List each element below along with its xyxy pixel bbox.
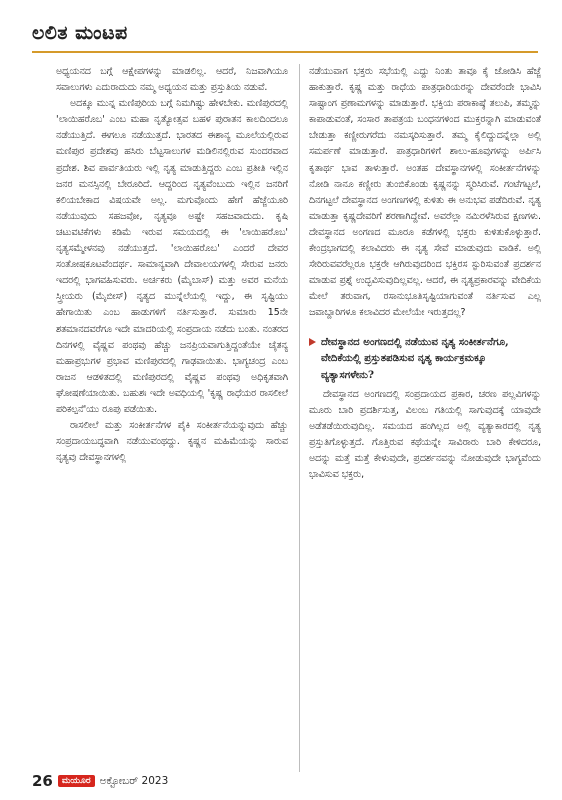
- right-column: [309, 64, 541, 764]
- question-text: ದೇವಸ್ಥಾನದ ಅಂಗಣದಲ್ಲಿ ನಡೆಯುವ ನೃತ್ಯ ಸಂಕೀರ್ತನೆಗೂ, ವೇದಿಕೆಯಲ್ಲಿ ಪ್ರಸ್ತುತಪಡಿಸುವ ನೃತ್ಯ ಕಾರ್ಯಕ್ರಮಕ್ಕೂ ವ್ಯತ್ಯಾಸಗಳೇನು?: [321, 335, 509, 381]
- section-title: ಲಲಿತ ಮಂಟಪ: [32, 22, 128, 44]
- triangle-bullet-icon: [309, 338, 316, 346]
- left-paragraph-1: ಅಧ್ಯಯನದ ಬಗ್ಗೆ ಆಕ್ಷೇಪಗಳನ್ನು ಮಾಡಲಿಲ್ಲ. ಆದರೆ, ನಿಜವಾಗಿಯೂ ಸವಾಲುಗಳು ಎದುರಾದುದು ನಮ್ಮ ಅಧ್ಯಯನ ಮತ್ತು ಪ್ರಸ್ತುತಿಯ ನಡುವೆ.: [56, 66, 288, 94]
- column-divider: [299, 64, 300, 772]
- magazine-logo: ಮಯೂರ: [58, 775, 95, 787]
- issue-date: ಅಕ್ಟೋಬರ್ 2023: [99, 774, 169, 787]
- question-heading: [309, 334, 541, 384]
- right-paragraph-1: ನಡೆಯುವಾಗ ಭಕ್ತರು ಸಭೆಯಲ್ಲಿ ಎದ್ದು ನಿಂತು ತಾವೂ ಕೈ ಜೋಡಿಸಿ ಹೆಜ್ಜೆ ಹಾಕುತ್ತಾರೆ. ಕೃಷ್ಣ ಮತ್ತು ರಾಧೆಯ ಪಾತ್ರಧಾರಿಯರನ್ನು ದೇವರೆಂದೇ ಭಾವಿಸಿ ಸಾಷ್ಟಾಂಗ ಪ್ರಣಾಮಗಳನ್ನು ಮಾಡುತ್ತಾರೆ. ಭಕ್ತಿಯ ಪರಾಕಾಷ್ಠೆ ತಲುಪಿ, ತಮ್ಮನ್ನು ಕಾಪಾಡುವಂತೆ, ಸಂಸಾರ ತಾಪತ್ರಯ ಬಂಧನಗಳಿಂದ ಮುಕ್ತರನ್ನಾಗಿ ಮಾಡುವಂತೆ ಬೇಡುತ್ತಾ ಕಣ್ಣೀರುಗರೆದು ನಮಸ್ಕರಿಸುತ್ತಾರೆ. ತಮ್ಮ ಕೈಲಿದ್ದುದನ್ನೆಲ್ಲಾ ಅಲ್ಲಿ ಸಮರ್ಪಣೆ ಮಾಡುತ್ತಾರೆ. ಪಾತ್ರಧಾರಿಗಳಿಗೆ ಶಾಲು-ಹೂವುಗಳನ್ನು ಅರ್ಪಿಸಿ ಕೃತಾರ್ಥ ಭಾವ ತಾಳುತ್ತಾರೆ. ಅಂತಹ ದೇವಸ್ಥಾನಗಳಲ್ಲಿ ಸಂಕೀರ್ತನೆಗಳನ್ನು ನೋಡಿ ನಾನೂ ಕಣ್ಣೀರು ತುಂಬಿಕೊಂಡು ಕೃಷ್ಣನನ್ನು ಸ್ಮರಿಸಿರುವೆ. ಗಂಟೆಗಟ್ಟಲೆ, ದಿನಗಟ್ಟಲೆ ದೇವಸ್ಥಾನದ ಅಂಗಣಗಳಲ್ಲಿ ಕುಳಿತು ಈ ಅನುಭವ ಪಡೆದಿರುವೆ. ನೃತ್ಯ ಮಾಡುತ್ತಾ ಕೃಷ್ಣದೇವರಿಗೆ ಶರಣಾಗಿದ್ದೇವೆ. ಅವರೆಲ್ಲಾ ನಮಿರಳೆಸಿರುವ ಕ್ಷಣಗಳು. ದೇವಸ್ಥಾನದ ಅಂಗಣದ ಮೂರೂ ಕಡೆಗಳಲ್ಲಿ ಭಕ್ತರು ಕುಳಿತುಕೊಳ್ಳುತ್ತಾರೆ. ಕೇಂದ್ರಭಾಗದಲ್ಲಿ ಕಲಾವಿದರು ಈ ನೃತ್ಯ ಸೇವೆ ಮಾಡುವುದು ವಾಡಿಕೆ. ಅಲ್ಲಿ ಸೇರಿರುವವರೆಲ್ಲರೂ ಭಕ್ತರೇ ಆಗಿರುವುದರಿಂದ ಭಕ್ತಿರಸ ಸ್ಫುರಿಸುವಂತೆ ಪ್ರದರ್ಶನ ಮಾಡುವ ಪ್ರಶ್ನೆ ಉದ್ಭವಿಸುವುದಿಲ್ಲವಲ್ಲ. ಆದರೆ, ಈ ನೃತ್ಯಪ್ರಕಾರವನ್ನು ವೇದಿಕೆಯ ಮೇಲೆ ತರುವಾಗ, ರಸಾನುಭೂತಿಸೃಷ್ಟಿಯಾಗುವಂತೆ ನರ್ತಿಸುವ ಎಲ್ಲ ಜವಾಬ್ದಾರಿಗಳೂ ಕಲಾವಿದರ ಮೇಲೆಯೇ ಇರುತ್ತದಲ್ಲ?: [309, 66, 541, 319]
- left-paragraph-2: ಅದಕ್ಕೂ ಮುನ್ನ ಮಣಿಪುರಿಯ ಬಗ್ಗೆ ನಿಮಗಿಷ್ಟು ಹೇಳಬೇಕು. ಮಣಿಪುರದಲ್ಲಿ 'ಲಾಯಿಹರೊಬ' ಎಂಬ ಮಹಾ ನೃತ್ಯೋತ್ಸವ ಬಹಳ ಪುರಾತನ ಕಾಲದಿಂದಲೂ ನಡೆಯುತ್ತಿದೆ. ಈಗಲೂ ನಡೆಯುತ್ತದೆ. ಭಾರತದ ಈಶಾನ್ಯ ಮೂಲೆಯಲ್ಲಿರುವ ಮಣಿಪುರ ಪ್ರದೇಶವು ಹಸಿರು ಬೆಟ್ಟಸಾಲುಗಳ ಮಡಿಲಿನಲ್ಲಿರುವ ಸುಂದರವಾದ ಪ್ರದೇಶ. ಶಿವ ಪಾರ್ವತಿಯರು ಇಲ್ಲಿ ನೃತ್ಯ ಮಾಡುತ್ತಿದ್ದರು ಎಂಬ ಪ್ರತೀತಿ ಇಲ್ಲಿನ ಜನರ ಮನಸ್ಸಿನಲ್ಲಿ ಬೇರೂರಿದೆ. ಆದ್ದರಿಂದ ನೃತ್ಯವೆಂಬುದು ಇಲ್ಲಿನ ಜನರಿಗೆ ಕಲಿಯಬೇಕಾದ ವಿಷಯವೇ ಅಲ್ಲ. ಮಗುವೊಂದು ಹೇಗೆ ಹೆಜ್ಜೆಯೂರಿ ನಡೆಯುವುದು ಸಹಜವೋ, ನೃತ್ಯವೂ ಅಷ್ಟೇ ಸಹಜವಾದುದು. ಕೃಷಿ ಚಟುವಟಿಕೆಗಳು ಕಡಿಮೆ ಇರುವ ಸಮಯದಲ್ಲಿ ಈ 'ಲಾಯಿಹರೊಬ' ನೃತ್ಯಸಮ್ಮೇಳನವು ನಡೆಯುತ್ತದೆ. 'ಲಾಯಿಹರೊಬ' ಎಂದರೆ ದೇವರ ಸಂತೋಷಕೂಟವೆಂದರ್ಥ. ಸಾಮಾನ್ಯವಾಗಿ ದೇವಾಲಯಗಳಲ್ಲಿ ಸೇರುವ ಜನರು ಇದರಲ್ಲಿ ಭಾಗವಹಿಸುವರು. ಅರ್ಚಕರು (ಮೈಬಾಸ್) ಮತ್ತು ಅವರ ಮನೆಯ ಸ್ತ್ರೀಯರು (ಮೈಬೀಸ್) ನೃತ್ಯದ ಮುನ್ನೆಲೆಯಲ್ಲಿ ಇದ್ದು, ಈ ಸೃಷ್ಟಿಯು ಹೇಗಾಯಿತು ಎಂಬ ಹಾಡುಗಳಿಗೆ ನರ್ತಿಸುತ್ತಾರೆ. ಸುಮಾರು 15ನೇ ಶತಮಾನದವರೆಗೂ ಇದೇ ಮಾದರಿಯಲ್ಲಿ ಸಂಪ್ರದಾಯ ನಡೆದು ಬಂತು. ನಂತರದ ದಿನಗಳಲ್ಲಿ ವೈಷ್ಣವ ಪಂಥವು ಹೆಚ್ಚು ಜನಪ್ರಿಯವಾಗುತ್ತಿದ್ದಂತೆಯೇ ಚೈತನ್ಯ ಮಹಾಪ್ರಭುಗಳ ಪ್ರಭಾವ ಮಣಿಪುರದಲ್ಲಿ ಗಾಢವಾಯಿತು. ಭಾಗ್ಯಚಂದ್ರ ಎಂಬ ರಾಜನ ಆಡಳಿತದಲ್ಲಿ ಮಣಿಪುರದಲ್ಲಿ ವೈಷ್ಣವ ಪಂಥವು ಅಧಿಕೃತವಾಗಿ ಘೋಷಣೆಯಾಯಿತು. ಬಹುಶಃ ಇದೇ ಅವಧಿಯಲ್ಲಿ 'ಕೃಷ್ಣ ರಾಧೆಯರ ರಾಸಲೀಲೆ ಪರಿಕಲ್ಪನೆ'ಯು ರೂಪು ಪಡೆಯಿತು.: [56, 98, 288, 415]
- page-number: 26: [32, 772, 53, 790]
- left-paragraph-3: ರಾಸಲೀಲೆ ಮತ್ತು ಸಂಕೀರ್ತನೆಗಳ ಪೈಕಿ ಸಂಕೀರ್ತನೆಯನ್ನುವುದು ಹೆಚ್ಚು ಸಂಪ್ರದಾಯಬದ್ಧವಾಗಿ ನಡೆಯುವಂಥದ್ದು. ಕೃಷ್ಣನ ಮಹಿಮೆಯನ್ನು ಸಾರುವ ನೃತ್ಯವು ದೇವಸ್ಥಾನಗಳಲ್ಲಿ: [56, 420, 288, 464]
- answer-paragraph-1: ದೇವಸ್ಥಾನದ ಅಂಗಣದಲ್ಲಿ ಸಂಪ್ರದಾಯದ ಪ್ರಕಾರ, ಚರಣ ಪಲ್ಲವಿಗಳನ್ನು ಮೂರು ಬಾರಿ ಪ್ರದರ್ಶಿಸುತ್ತ, ವಿಲಂಬ ಗತಿಯಲ್ಲಿ ಸಾಗುವುದಕ್ಕೆ ಯಾವುದೇ ಅಡೆತಡೆಯಿರುವುದಿಲ್ಲ. ಸಮಯದ ಹಂಗಿಲ್ಲದ ಅಲ್ಲಿ ವ್ಯತ್ಯಾಕಾರದಲ್ಲಿ ನೃತ್ಯ ಪ್ರಸ್ತುತಿಗೊಳ್ಳುತ್ತದೆ. ಗೊತ್ತಿರುವ ಕಥೆಯನ್ನೇ ಸಾವಿರಾರು ಬಾರಿ ಕೇಳಿದರೂ, ಅದನ್ನು ಮತ್ತೆ ಮತ್ತೆ ಕೇಳುವುದೇ, ಪ್ರದರ್ಶನವನ್ನು ನೋಡುವುದೇ ಭಾಗ್ಯವೆಂದು ಭಾವಿಸುವ ಭಕ್ತರು,: [309, 389, 541, 481]
- title-rule: [32, 51, 538, 53]
- left-column: [56, 64, 288, 764]
- page-footer: [32, 770, 168, 792]
